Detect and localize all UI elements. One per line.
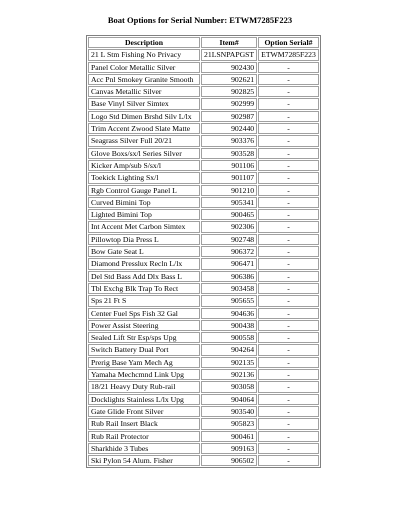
row-option-serial: -: [258, 357, 319, 368]
row-item-number: 905655: [201, 295, 257, 306]
row-option-serial: -: [258, 369, 319, 380]
table-row: [88, 308, 319, 319]
row-option-serial: -: [258, 295, 319, 306]
row-description: Canvas Metallic Silver: [88, 86, 200, 97]
row-description: Panel Color Metallic Silver: [88, 62, 200, 73]
table-row: [88, 283, 319, 294]
table-row: [88, 135, 319, 146]
row-option-serial: -: [258, 246, 319, 257]
row-option-serial: -: [258, 160, 319, 171]
row-description: Sealed Lift Str Esp/sps Upg: [88, 332, 200, 343]
row-item-number: 906386: [201, 271, 257, 282]
row-option-serial: -: [258, 148, 319, 159]
row-description: Center Fuel Sps Fish 32 Gal: [88, 308, 200, 319]
table-row: [88, 418, 319, 429]
row-description: Int Accent Met Carbon Simtex: [88, 221, 200, 232]
row-item-number: 902748: [201, 234, 257, 245]
row-item-number: 902825: [201, 86, 257, 97]
row-item-number: 900465: [201, 209, 257, 220]
table-row: [88, 344, 319, 355]
row-option-serial: -: [258, 234, 319, 245]
table-row: [88, 111, 319, 122]
row-description: Sps 21 Ft S: [88, 295, 200, 306]
row-option-serial: -: [258, 344, 319, 355]
row-item-number: 902987: [201, 111, 257, 122]
table-row: [88, 369, 319, 380]
row-item-number: 903376: [201, 135, 257, 146]
row-item-number: 906372: [201, 246, 257, 257]
table-body: [88, 49, 319, 466]
table-header-row: [88, 37, 319, 48]
row-item-number: 901210: [201, 185, 257, 196]
row-item-number: 903058: [201, 381, 257, 392]
row-option-serial: -: [258, 332, 319, 343]
row-option-serial: -: [258, 111, 319, 122]
table-row: [88, 455, 319, 466]
row-option-serial: -: [258, 406, 319, 417]
row-item-number: 905341: [201, 197, 257, 208]
row-option-serial: -: [258, 185, 319, 196]
row-description: Tbl Exchg Blk Trap To Rect: [88, 283, 200, 294]
table-row: [88, 381, 319, 392]
row-description: Kicker Amp/sub S/sx/l: [88, 160, 200, 171]
column-header-option-serial: Option Serial#: [258, 37, 319, 48]
row-description: Yamaha Mechcmnd Link Upg: [88, 369, 200, 380]
row-item-number: 903458: [201, 283, 257, 294]
row-description: Glove Boxs/sx/l Series Silver: [88, 148, 200, 159]
table-row: [88, 431, 319, 442]
table-row: [88, 62, 319, 73]
row-description: Power Assist Steering: [88, 320, 200, 331]
row-option-serial: -: [258, 308, 319, 319]
row-item-number: 900461: [201, 431, 257, 442]
row-description: Logo Std Dimen Brshd Silv L/lx: [88, 111, 200, 122]
table-row: [88, 258, 319, 269]
table-row: [88, 271, 319, 282]
row-item-number: 904636: [201, 308, 257, 319]
row-description: 21 L Stm Fishing No Privacy: [88, 49, 200, 60]
row-item-number: 905823: [201, 418, 257, 429]
row-option-serial: -: [258, 320, 319, 331]
row-description: Rgb Control Gauge Panel L: [88, 185, 200, 196]
row-item-number: 903540: [201, 406, 257, 417]
table-row: [88, 295, 319, 306]
row-item-number: 902136: [201, 369, 257, 380]
row-option-serial: -: [258, 74, 319, 85]
row-item-number: 902999: [201, 98, 257, 109]
table-row: [88, 98, 319, 109]
row-option-serial: -: [258, 172, 319, 183]
row-option-serial: -: [258, 283, 319, 294]
table-row: [88, 246, 319, 257]
row-description: Base Vinyl Silver Simtex: [88, 98, 200, 109]
table-row: [88, 172, 319, 183]
table-row: [88, 74, 319, 85]
row-option-serial: -: [258, 258, 319, 269]
row-item-number: 902440: [201, 123, 257, 134]
row-option-serial: -: [258, 431, 319, 442]
row-description: Prerig Base Yam Mech Ag: [88, 357, 200, 368]
row-item-number: 902306: [201, 221, 257, 232]
table-row: [88, 234, 319, 245]
row-description: Docklights Stainless L/lx Upg: [88, 394, 200, 405]
row-item-number: 903528: [201, 148, 257, 159]
row-description: Pillowtop Dia Press L: [88, 234, 200, 245]
column-header-item-number: Item#: [201, 37, 257, 48]
row-item-number: 906471: [201, 258, 257, 269]
row-item-number: 904064: [201, 394, 257, 405]
row-description: Del Std Bass Add Dlx Bass L: [88, 271, 200, 282]
row-option-serial: -: [258, 381, 319, 392]
row-description: Seagrass Silver Full 20/21: [88, 135, 200, 146]
row-description: Trim Accent Zwood Slate Matte: [88, 123, 200, 134]
row-description: Sharkhide 3 Tubes: [88, 443, 200, 454]
row-item-number: 901106: [201, 160, 257, 171]
row-description: Switch Battery Dual Port: [88, 344, 200, 355]
row-item-number: 906502: [201, 455, 257, 466]
row-item-number: 902430: [201, 62, 257, 73]
row-description: Rub Rail Insert Black: [88, 418, 200, 429]
row-item-number: 902135: [201, 357, 257, 368]
table-row: [88, 148, 319, 159]
table-row: [88, 209, 319, 220]
table-row: [88, 320, 319, 331]
row-option-serial: -: [258, 394, 319, 405]
row-description: Bow Gate Seat L: [88, 246, 200, 257]
row-option-serial: ETWM7285F223: [258, 49, 319, 60]
row-option-serial: -: [258, 62, 319, 73]
table-row: [88, 332, 319, 343]
table-row: [88, 406, 319, 417]
row-option-serial: -: [258, 271, 319, 282]
row-description: Diamond Presslux Recln L/lx: [88, 258, 200, 269]
row-description: 18/21 Heavy Duty Rub-rail: [88, 381, 200, 392]
row-item-number: 909163: [201, 443, 257, 454]
row-option-serial: -: [258, 123, 319, 134]
row-description: Curved Bimini Top: [88, 197, 200, 208]
row-description: Toekick Lighting Sx/l: [88, 172, 200, 183]
row-description: Ski Pylon 54 Alum. Fisher: [88, 455, 200, 466]
row-item-number: 904264: [201, 344, 257, 355]
table-row: [88, 394, 319, 405]
row-description: Gate Glide Front Silver: [88, 406, 200, 417]
row-option-serial: -: [258, 98, 319, 109]
row-item-number: 21LSNPAPGST: [201, 49, 257, 60]
row-description: Rub Rail Protector: [88, 431, 200, 442]
row-option-serial: -: [258, 86, 319, 97]
row-option-serial: -: [258, 455, 319, 466]
table-row: [88, 357, 319, 368]
row-item-number: 900438: [201, 320, 257, 331]
row-item-number: 900558: [201, 332, 257, 343]
row-item-number: 902621: [201, 74, 257, 85]
table-row: [88, 49, 319, 60]
table-row: [88, 160, 319, 171]
row-item-number: 901107: [201, 172, 257, 183]
row-option-serial: -: [258, 209, 319, 220]
column-header-description: Description: [88, 37, 200, 48]
row-option-serial: -: [258, 135, 319, 146]
row-description: Lighted Bimini Top: [88, 209, 200, 220]
row-option-serial: -: [258, 221, 319, 232]
table-row: [88, 221, 319, 232]
table-row: [88, 197, 319, 208]
table-row: [88, 123, 319, 134]
row-option-serial: -: [258, 443, 319, 454]
row-description: Acc Pnl Smokey Granite Smooth: [88, 74, 200, 85]
table-row: [88, 86, 319, 97]
row-option-serial: -: [258, 418, 319, 429]
boat-options-table: [86, 35, 321, 468]
table-row: [88, 185, 319, 196]
table-row: [88, 443, 319, 454]
page-title: Boat Options for Serial Number: ETWM7285F223: [107, 15, 293, 25]
row-option-serial: -: [258, 197, 319, 208]
